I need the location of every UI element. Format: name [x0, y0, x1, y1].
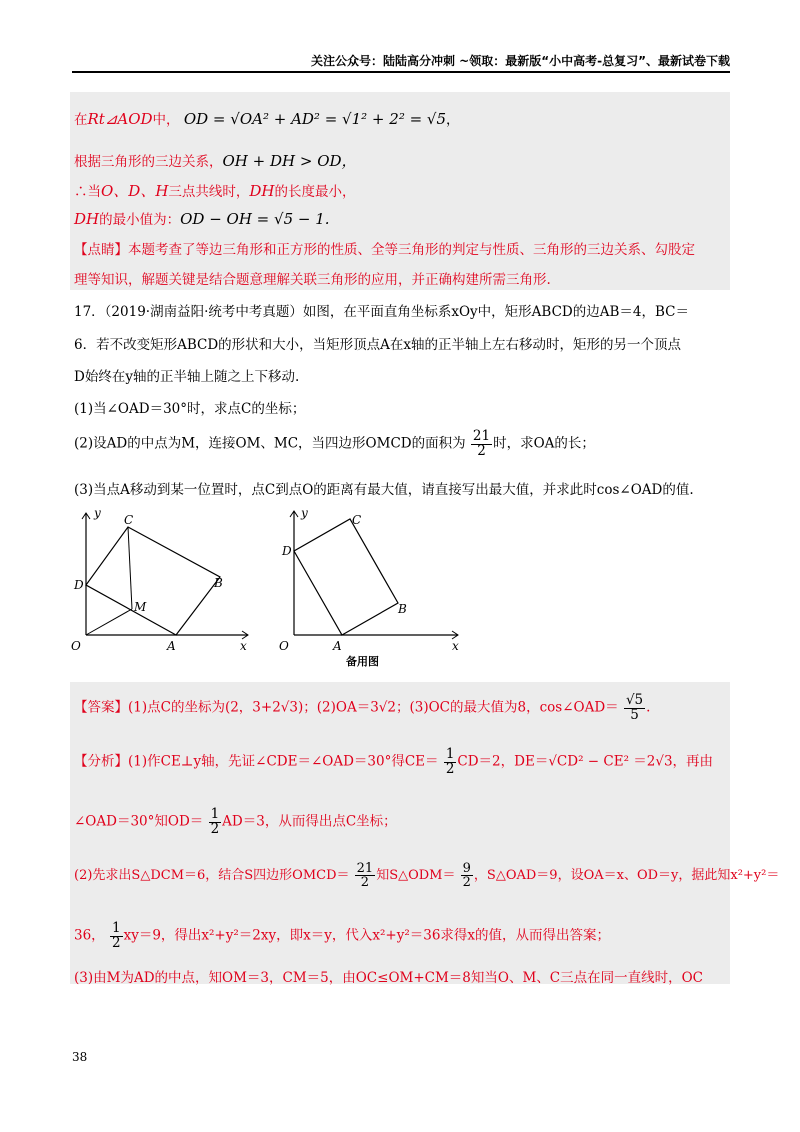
numerator: 21: [356, 861, 374, 876]
text: ∠OAD＝30°知OD＝: [74, 813, 204, 830]
segment-om: [86, 609, 132, 635]
label-x: x: [452, 639, 459, 653]
text: (2)先求出S△DCM＝6，结合S四边形OMCD＝: [74, 868, 350, 883]
text: 【分析】(1)作CE⊥y轴，先证∠CDE＝∠OAD＝30°得CE＝: [74, 753, 439, 770]
denominator: 2: [210, 820, 220, 837]
math: DH: [249, 182, 275, 200]
analysis-line-5: (3)由M为AD的中点，知OM＝3，CM＝5，由OC≤OM+CM＝8知当O、M、C三点在同一直线时，OC: [74, 970, 704, 986]
text: 三点共线时，: [168, 184, 250, 200]
question-2: [74, 430, 595, 458]
label-y: y: [301, 506, 308, 520]
question-1: (1)当∠OAD＝30°时，求点C的坐标；: [74, 401, 306, 417]
label-x: x: [240, 639, 247, 653]
problem-line-1: 17．（2019·湖南益阳·统考中考真题）如图，在平面直角坐标系xOy中，矩形ABCD的边AB＝4，BC＝: [74, 304, 690, 320]
denominator: 2: [462, 875, 471, 890]
segment-mc: [128, 527, 132, 609]
page-number: 38: [72, 1050, 88, 1064]
question-3: (3)当点A移动到某一位置时，点C到点O的距离有最大值，请直接写出最大值，并求此时cos∠OAD的值.: [74, 482, 694, 498]
denominator: 2: [445, 760, 455, 777]
solution-line-6: 理等知识，解题关键是结合题意理解关联三角形的应用，并正确构建所需三角形.: [74, 272, 551, 288]
label-c: C: [352, 513, 362, 527]
solution-line-3: [74, 180, 356, 201]
fraction: [461, 862, 473, 889]
label-o: O: [279, 639, 289, 653]
equation: OD − OH = √5 − 1.: [180, 210, 330, 228]
fraction: [471, 430, 492, 458]
math: DH: [74, 210, 100, 228]
text: 知S△ODM＝: [376, 868, 456, 883]
solution-line-1: 在Rt⊿AOD中， OD = √OA² + AD² = √1² + 2² = √5，: [74, 110, 460, 128]
solution-line-4: [74, 208, 330, 228]
header-rule: [72, 71, 730, 73]
denominator: 2: [360, 875, 370, 890]
label-b: B: [398, 602, 407, 616]
analysis-line-2: [74, 808, 397, 836]
text: AD＝3，从而得出点C坐标；: [222, 813, 397, 830]
text: 的长度最小，: [274, 184, 356, 200]
problem-line-2: 6．若不改变矩形ABCD的形状和大小，当矩形顶点A在x轴的正半轴上左右移动时，矩形的另一个顶点: [74, 337, 682, 353]
fraction: [209, 808, 222, 836]
numerator: 1: [210, 806, 220, 822]
fraction: [624, 694, 645, 722]
text: 根据三角形的三边关系，: [74, 154, 223, 170]
denominator: 2: [477, 442, 486, 459]
text: 【答案】(1)点C的坐标为(2，3+2√3)；(2)OA＝3√2；(3)OC的最大值为8，cos∠OAD＝: [74, 699, 619, 716]
label-a: A: [167, 639, 176, 653]
figure-1: [68, 505, 258, 655]
text: 中，: [152, 112, 180, 128]
analysis-line-3: [74, 862, 779, 889]
text: 在: [74, 112, 88, 128]
figure-2: [276, 505, 466, 670]
text: (2)设AD的中点为M，连接OM、MC，当四边形OMCD的面积为: [74, 435, 466, 452]
numerator: 21: [472, 428, 491, 444]
fraction: [444, 748, 457, 776]
label-b: B: [214, 576, 223, 590]
label-d: D: [282, 544, 292, 558]
answer-line: [74, 694, 650, 722]
text: ∴当: [74, 184, 101, 200]
numerator: 1: [445, 746, 455, 762]
text: ，S△OAD＝9，设OA＝x、OD＝y，据此知x²+y²＝: [473, 868, 780, 883]
text: .: [646, 699, 651, 716]
text: 的最小值为：: [99, 212, 181, 228]
fraction: [355, 862, 376, 889]
rectangle-abcd: [86, 527, 220, 635]
analysis-line-1: [74, 748, 713, 776]
text: 时，求OA的长；: [493, 435, 595, 452]
numerator: 1: [111, 920, 121, 936]
rectangle-abcd: [294, 519, 398, 635]
numerator: √5: [625, 692, 644, 708]
solution-line-5: 【点睛】本题考查了等边三角形和正方形的性质、全等三角形的判定与性质、三角形的三边关系、勾股定: [74, 242, 695, 258]
math: O、D、H: [101, 182, 169, 200]
denominator: 2: [111, 934, 121, 951]
label-o: O: [71, 639, 81, 653]
page-header: 关注公众号：陆陆高分冲刺 ~领取：最新版“小中高考-总复习”、最新试卷下载: [311, 54, 730, 68]
denominator: 5: [630, 706, 639, 723]
analysis-line-4: [74, 922, 610, 950]
problem-line-3: D始终在y轴的正半轴上随之上下移动.: [74, 369, 300, 385]
label-a: A: [333, 639, 342, 653]
text: CD＝2，DE＝√CD² − CE² ＝2√3，再由: [457, 753, 714, 770]
fraction: [110, 922, 123, 950]
figure-caption: 备用图: [346, 655, 379, 668]
label-m: M: [134, 600, 147, 614]
numerator: 9: [462, 861, 471, 876]
label-c: C: [124, 513, 134, 527]
math: Rt⊿AOD: [87, 110, 153, 128]
text: xy＝9，得出x²+y²＝2xy，即x＝y，代入x²+y²＝36求得x的值，从而得出答案；: [123, 927, 611, 944]
text: 36，: [74, 927, 105, 944]
equation: OH + DH > OD，: [222, 152, 357, 170]
equation: OD = √OA² + AD² = √1² + 2² = √5: [183, 110, 447, 128]
label-y: y: [94, 506, 101, 520]
label-d: D: [74, 578, 84, 592]
solution-line-2: [74, 150, 357, 171]
